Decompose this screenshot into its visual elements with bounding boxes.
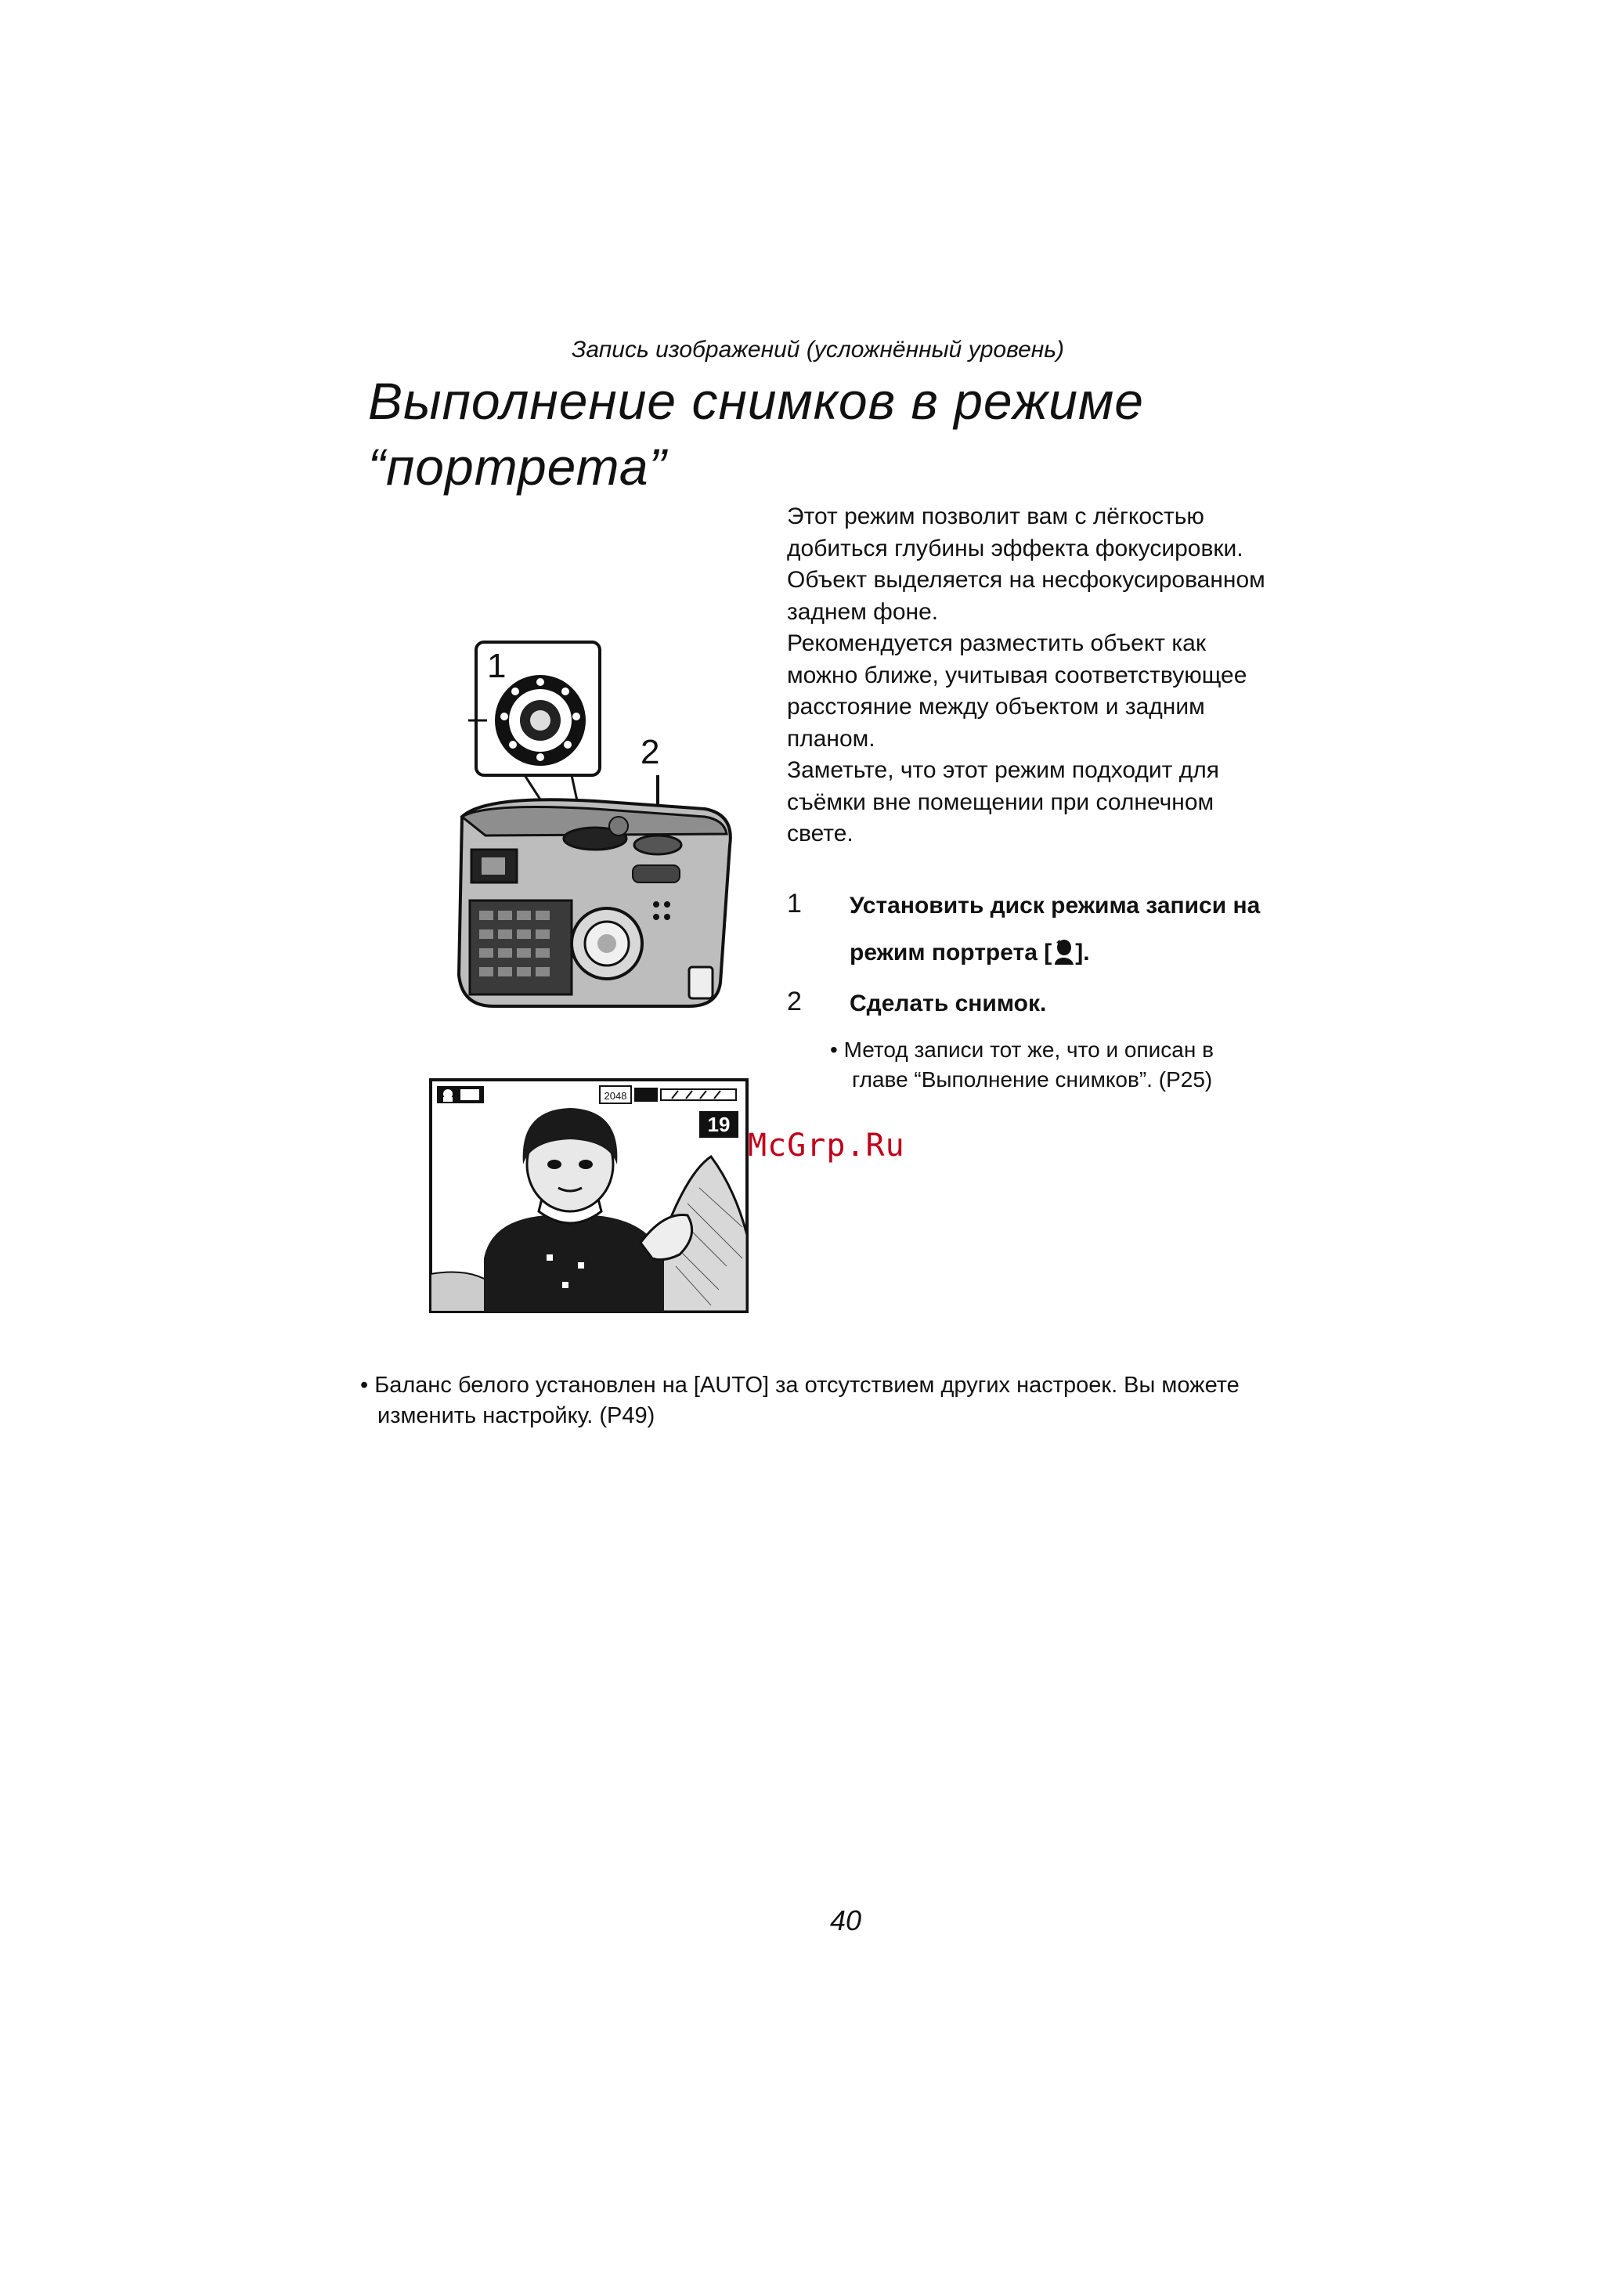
step-2-note-line: главе “Выполнение снимков”. (P25) bbox=[852, 1067, 1213, 1092]
intro-text bbox=[787, 501, 1351, 850]
footnote-line: изменить настройку. (P49) bbox=[377, 1403, 655, 1428]
intro-line: Этот режим позволит вам с лёгкостью bbox=[787, 503, 1204, 529]
step-1-text-end: ]. bbox=[1075, 940, 1090, 965]
portrait-mode-icon bbox=[1052, 938, 1075, 971]
intro-line: Рекомендуется разместить объект как bbox=[787, 630, 1206, 656]
intro-line: планом. bbox=[787, 725, 875, 752]
intro-line: можно ближе, учитывая соответствующее bbox=[787, 662, 1247, 688]
intro-line: съёмки вне помещении при солнечном bbox=[787, 789, 1214, 815]
step-2-number: 2 bbox=[787, 987, 802, 1016]
callout-1-label: 1 bbox=[487, 647, 507, 685]
step-2-note bbox=[830, 1035, 1214, 1095]
page-title-line2: “портрета” bbox=[368, 438, 667, 496]
intro-line: расстояние между объектом и задним bbox=[787, 694, 1205, 720]
step-1-line2 bbox=[850, 938, 1090, 971]
intro-line: свете. bbox=[787, 821, 854, 846]
callout-2-label: 2 bbox=[641, 733, 660, 771]
intro-line: Объект выделяется на несфокусированном bbox=[787, 567, 1265, 593]
page-number: 40 bbox=[829, 1904, 862, 1936]
step-1-number: 1 bbox=[787, 889, 802, 919]
section-subtitle: Запись изображений (усложнённый уровень) bbox=[572, 337, 1065, 363]
step-2-line1: Сделать снимок. bbox=[850, 991, 1047, 1016]
intro-line: заднем фоне. bbox=[787, 598, 939, 625]
intro-line: добиться глубины эффекта фокусировки. bbox=[787, 535, 1243, 561]
step-1-line1: Установить диск режима записи на bbox=[850, 893, 1261, 919]
watermark: McGrp.Ru bbox=[748, 1128, 905, 1164]
portrait-mode-icon bbox=[443, 1089, 453, 1102]
step-1-text: режим портрета [ bbox=[850, 940, 1052, 965]
camera-illustration bbox=[438, 638, 752, 1014]
page-title-line1: Выполнение снимков в режиме bbox=[368, 372, 1144, 430]
lcd-shot-count: 19 bbox=[707, 1113, 731, 1136]
intro-line: Заметьте, что этот режим подходит для bbox=[787, 757, 1219, 783]
footnote-line: • Баланс белого установлен на [AUTO] за отсутствием других настроек. Вы можете bbox=[360, 1373, 1240, 1398]
footnote bbox=[360, 1370, 1347, 1431]
step-2-note-line: • Метод записи тот же, что и описан в bbox=[830, 1038, 1214, 1062]
subject-body bbox=[484, 1215, 664, 1312]
page-title bbox=[368, 368, 1386, 500]
lcd-resolution: 2048 bbox=[604, 1090, 627, 1102]
lcd-preview bbox=[429, 1078, 749, 1313]
